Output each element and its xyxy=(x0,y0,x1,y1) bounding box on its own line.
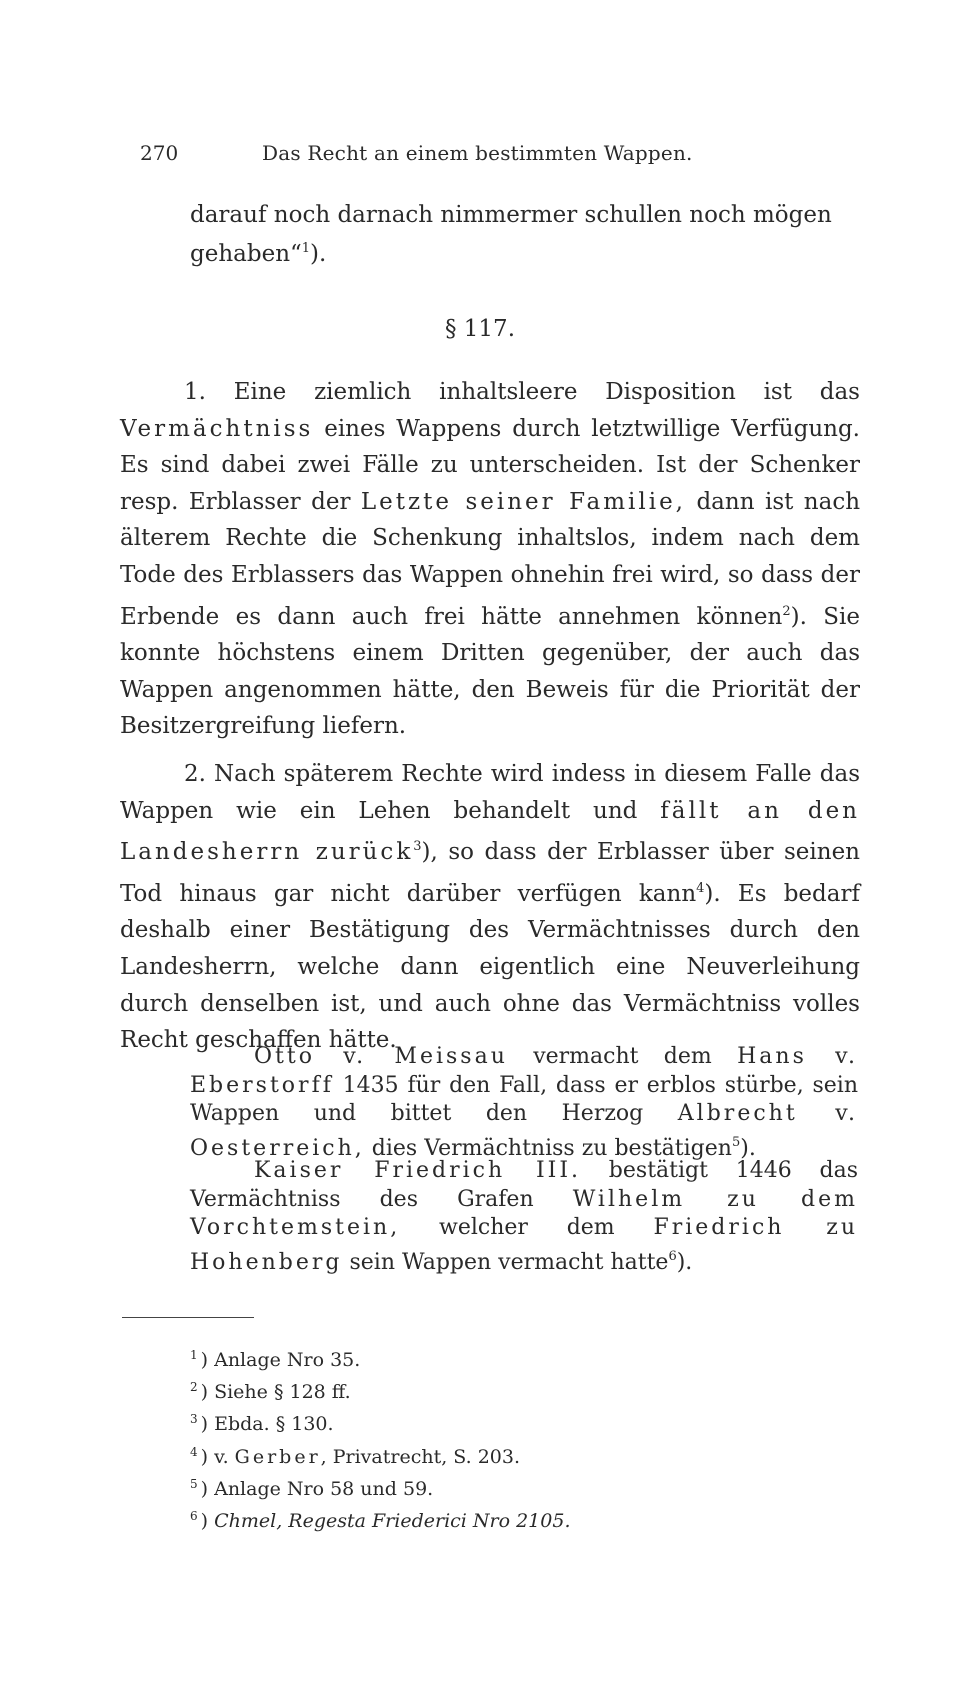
footnote-ref-2: 2 xyxy=(782,603,791,619)
footnote-ref-1: 1 xyxy=(301,241,311,256)
p2-text-b: ), so dass der Erblasser über seinen Tod hinaus gar nicht darüber verfügen kann xyxy=(120,839,860,907)
p1-text-c: dann ist nach älterem Rechte die Schenkung inhaltslos, indem nach dem Tode des Erblassers das Wappen ohnehin frei wird, so dass der Erbende es dann auch frei hätte annehmen können xyxy=(120,488,861,630)
running-title: Das Recht an einem bestimmten Wappen. xyxy=(262,141,693,165)
p1-text-d: ). Sie konnte höchstens einem Dritten gegenüber, der auch das Wappen angenommen hätte, den Beweis für die Priorität der Besitzergreifung liefern. xyxy=(120,603,860,740)
q2-name-wilhelm: Wilhelm zu dem Vorchtemstein, xyxy=(190,1186,858,1240)
continuation-tail: ). xyxy=(310,241,327,267)
q1-name-otto: Otto v. Meissau xyxy=(254,1044,508,1069)
p2-text-a: 2. Nach späterem Rechte wird indess in diesem Falle das Wappen wie ein Lehen behandelt und xyxy=(120,761,860,824)
p2-text-c: ). Es bedarf deshalb einer Bestätigung des Vermächtnisses durch den Landesherrn, welche dann eigentlich eine Neuverleihung durch denselben ist, und auch ohne das Vermächtniss volles Recht geschaffen hätte. xyxy=(120,880,860,1054)
footnote-2: $^2$ ) Siehe § 128 ff. xyxy=(190,1380,351,1404)
p1-text-a: 1. Eine ziemlich inhaltsleere Disposition ist das xyxy=(184,379,860,405)
q2-text-a: bestätigt 1446 das Vermächtniss des Grafen xyxy=(190,1158,858,1212)
continuation-text xyxy=(190,198,855,271)
footnote-5: $^5$ ) Anlage Nro 58 und 59. xyxy=(190,1476,434,1500)
p1-text-b: eines Wappens durch letztwillige Verfügung. Es sind dabei zwei Fälle zu unterscheiden. Ist der Schenker resp. Erblasser der xyxy=(120,415,860,515)
footnote-divider xyxy=(122,1317,254,1318)
example-quote-1 xyxy=(190,1043,858,1163)
q1-text-c: dies Vermächtniss zu bestätigen xyxy=(371,1135,732,1161)
q1-text-a: vermacht dem xyxy=(533,1044,712,1069)
footnote-ref-4: 4 xyxy=(696,880,705,896)
footnote-4: $^4$ ) v. Gerber, Privatrecht, S. 203. xyxy=(190,1444,521,1468)
q2-name-friedrich: Kaiser Friedrich III. xyxy=(254,1158,582,1183)
p1-emph-letzte: Letzte seiner Familie, xyxy=(360,488,686,515)
footnote-6-citation: Chmel, Regesta Friederici Nro 2105. xyxy=(214,1510,571,1533)
footnote-ref-3: 3 xyxy=(413,839,422,855)
section-heading: § 117. xyxy=(444,316,516,342)
footnote-1: $^1$ ) Anlage Nro 35. xyxy=(190,1348,361,1371)
page-number: 270 xyxy=(140,141,179,165)
paragraph-2 xyxy=(120,756,860,1059)
footnote-3: $^3$ ) Ebda. § 130. xyxy=(190,1412,334,1436)
q1-name-hans: Hans v. Eberstorff xyxy=(190,1044,858,1098)
p1-emph-vermaechtniss: Vermächtniss xyxy=(120,415,314,442)
footnotes xyxy=(190,1342,790,1535)
q2-name-hohenberg: Friedrich zu Hohenberg xyxy=(190,1215,858,1275)
q2-text-b: welcher dem xyxy=(439,1215,615,1240)
p2-emph-faellt: fällt an den Landesherrn zurück xyxy=(120,797,860,866)
q2-tail: ). xyxy=(676,1249,693,1275)
footnote-4-author: Gerber xyxy=(234,1445,321,1468)
q1-tail: ). xyxy=(740,1135,756,1161)
footnote-ref-5: 5 xyxy=(731,1134,741,1150)
continuation-body: darauf noch darnach nimmermer schullen noch mögen gehaben“ xyxy=(190,202,832,267)
example-quote-2 xyxy=(190,1157,858,1277)
paragraph-1 xyxy=(120,374,860,745)
footnote-ref-6: 6 xyxy=(668,1248,677,1264)
footnote-6: $^6$ ) Chmel, Regesta Friederici Nro 2105. xyxy=(190,1509,571,1533)
q1-name-albrecht: Albrecht v. Oesterreich, xyxy=(190,1101,859,1161)
q2-text-c: sein Wappen vermacht hatte xyxy=(349,1249,669,1275)
q1-text-b: 1435 für den Fall, dass er erblos stürbe, sein Wappen und bittet den Herzog xyxy=(190,1072,858,1126)
